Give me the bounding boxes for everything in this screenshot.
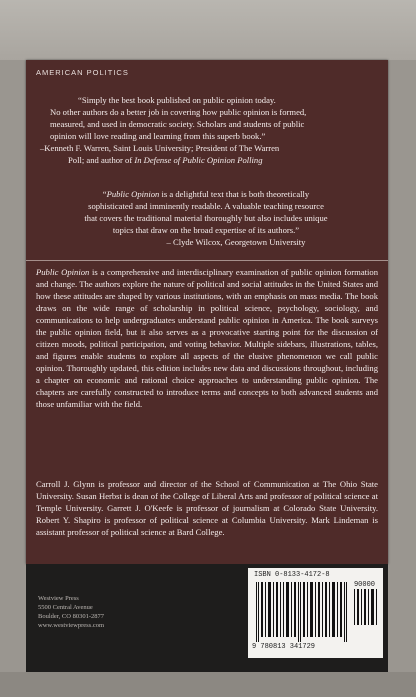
quote-line: sophisticated and imminently readable. A valuable teaching resource [88,201,324,211]
quote-attribution-text: Poll; and author of [68,155,135,165]
cited-book-title: In Defense of Public Opinion Polling [134,155,263,165]
quote-open-mark: “ [102,189,107,199]
back-cover [26,60,388,564]
author-bios: Carroll J. Glynn is professor and director of the School of Communication at The Ohio State University. Susan Herbst is dean of the College of Liberal Arts and professor of political science at Temple University. Garrett J. O'Keefe is professor of journalism at Colorado State University. Robert Y. Shapiro is professor of political science at Columbia University. Mark Lindeman is assistant professor of political science at Bard College. [36,479,378,537]
description-book-title: Public Opinion [36,267,90,277]
ean-barcode-icon [254,582,350,642]
ean-number-text: 9 780813 341729 [252,643,316,651]
background-bottom [0,672,416,697]
quote-line: “Simply the best book published on public opinion today. [78,95,276,105]
quote-attribution: – Clyde Wilcox, Georgetown University [166,237,306,247]
quote-book-title: Public Opinion [106,189,160,199]
description-text: is a comprehensive and interdisciplinary examination of public opinion formation and change. The authors explore the nature of political and social attitudes in the United States and how these attitudes are shaped by various institutions, with an emphasis on mass media. The book draws on the wide range of scholarship in political science, psychology, sociology, and communications to help undergraduates understand public opinion in America. The book surveys the public opinion field, but it also serves as a provocative starting point for the discussion of citizen moods, political participation, and voting behavior. Multiple sidebars, illustrations, tables, and figures enable students to explore all aspects of the elusive phenomenon we call public opinion. Thoroughly updated, this edition includes new data and discussions throughout, including a chapter on economic and rational choice approaches to understanding public opinion. The chapters are carefully constructed to introduce terms and concepts to both advanced students and those unfamiliar with the field. [36,267,378,409]
publisher-city: Boulder, CO 80301-2877 [38,613,104,620]
quote-line: that covers the traditional material thoroughly but also includes unique [84,213,328,223]
quote-line: opinion will love reading and learning from this superb book.” [50,131,266,141]
series-label: AMERICAN POLITICS [36,68,129,77]
publisher-info [38,594,188,630]
quote-line: topics that draw on the broad expertise of its authors.” [112,225,300,235]
publisher-website: www.westviewpress.com [38,622,105,629]
publisher-name: Westview Press [38,595,79,602]
publisher-address: 5500 Central Avenue [38,604,93,611]
barcode-label [248,568,383,658]
quote-line: measured, and used in democratic society. Scholars and students of public [50,119,305,129]
quote-attribution: –Kenneth F. Warren, Saint Louis University; President of The Warren [40,143,280,153]
book-description [36,266,378,410]
price-code-text: 90000 [353,581,375,589]
endorsement-quote-warren [40,94,370,166]
quote-attribution [40,154,370,166]
quote-line [38,188,374,200]
price-barcode-icon [354,589,378,625]
quote-line: No other authors do a better job in covering how public opinion is formed, [50,107,307,117]
isbn-text: ISBN 0-8133-4172-8 [254,571,330,579]
publisher-band [26,564,388,672]
quote-line-rest: is a delightful text that is both theoretically [159,189,310,199]
background-top [0,0,416,60]
endorsement-quote-wilcox [38,188,374,248]
divider [26,260,388,261]
